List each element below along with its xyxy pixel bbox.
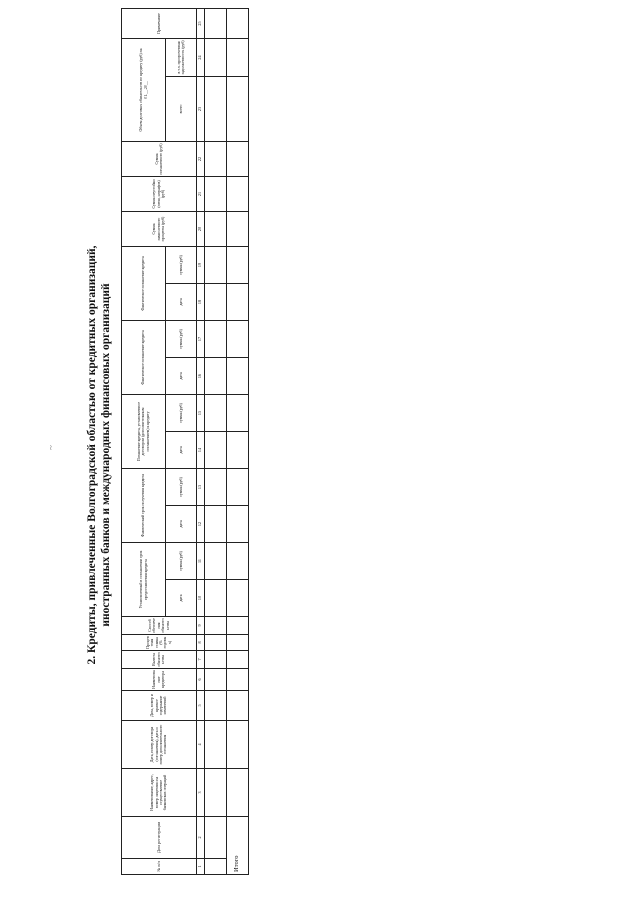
- sub-date: дата: [166, 357, 197, 394]
- column-number-cell: 7: [197, 651, 205, 669]
- column-number-cell: 17: [197, 320, 205, 357]
- header-actual-repayment: Фактическое погашение кредита: [122, 320, 166, 394]
- sub-sum: сумма (руб): [166, 468, 197, 505]
- total-row: [227, 8, 249, 874]
- column-number-cell: 24: [197, 38, 205, 76]
- column-number-cell: 11: [197, 542, 205, 579]
- header-rate: Процентная ставка (% годовых): [122, 635, 197, 651]
- column-number-cell: 21: [197, 176, 205, 211]
- sub-sum: сумма (руб): [166, 320, 197, 357]
- header-agreement: Дата, номер договора (соглашения), дата и номер дополнительного соглашения: [122, 721, 197, 769]
- column-number-cell: 19: [197, 246, 205, 283]
- column-number-cell: 15: [197, 394, 205, 431]
- sub-sum: сумма (руб): [166, 394, 197, 431]
- data-row: [205, 8, 227, 874]
- header-actual-receipt: Фактический срок получения кредита: [122, 468, 166, 542]
- column-number-cell: 8: [197, 635, 205, 651]
- column-number-cell: 9: [197, 617, 205, 635]
- column-number-cell: 12: [197, 505, 205, 542]
- header-currency: Валюта обязательства: [122, 651, 197, 669]
- header-debt: Объем долговых обязательств по кредиту (руб) на 01.__.20__: [122, 38, 166, 141]
- column-number-cell: 4: [197, 721, 205, 769]
- column-number-cell: 14: [197, 431, 205, 468]
- header-note: Примечание: [122, 8, 197, 38]
- header-interest-overdue: Сумма неустойки (пени, штрафов) (руб): [122, 176, 197, 211]
- credits-table: [121, 8, 249, 875]
- header-agreement-changes: Дата, номер и краткое содержание изменений: [122, 691, 197, 721]
- scan-artifact: ~: [46, 445, 56, 450]
- heading-line-1: 2. Кредиты, привлеченные Волгоградской областью от кредитных организаций,: [86, 245, 98, 665]
- column-number-cell: 13: [197, 468, 205, 505]
- column-number-cell: 3: [197, 769, 205, 817]
- column-number-cell: 2: [197, 817, 205, 859]
- column-number-cell: 23: [197, 76, 205, 141]
- sub-debt-overdue: в т.ч. просроченная задолженность (руб): [166, 38, 197, 76]
- column-number-cell: 1: [197, 859, 205, 875]
- column-number-cell: 22: [197, 141, 205, 176]
- header-interest-paid: Фактическое погашение кредита: [122, 246, 166, 320]
- header-interest-charged: Сумма начисленного процента (руб): [122, 211, 197, 246]
- header-creditor: Наименование, адрес, номер лицензии на осуществление банковских операций: [122, 769, 197, 817]
- sub-date: дата: [166, 283, 197, 320]
- document-heading: [86, 155, 113, 755]
- header-planned-amount: Установленный в соглашении срок предоставления кредита: [122, 542, 166, 616]
- sub-debt-total: всего: [166, 76, 197, 141]
- heading-line-2: иностранных банков и международных финансовых организаций: [99, 283, 112, 627]
- header-penalty: Сумма погашенного (руб): [122, 141, 197, 176]
- header-row-top: [122, 8, 166, 874]
- column-number-cell: 16: [197, 357, 205, 394]
- sub-sum: сумма (руб): [166, 246, 197, 283]
- column-number-row: [197, 8, 205, 874]
- sub-date: дата: [166, 505, 197, 542]
- header-reg-date: Дата регистрации: [122, 817, 197, 859]
- column-number-cell: 25: [197, 8, 205, 38]
- column-number-cell: 6: [197, 669, 205, 691]
- header-purpose: Наименование кредитора: [122, 669, 197, 691]
- total-label: Итого: [227, 817, 249, 875]
- sub-sum: сумма (руб): [166, 542, 197, 579]
- column-number-cell: 10: [197, 580, 205, 617]
- sub-date: дата: [166, 431, 197, 468]
- header-security: Способ обеспечения обязательства: [122, 617, 197, 635]
- header-num: № п/п: [122, 859, 197, 875]
- column-number-cell: 5: [197, 691, 205, 721]
- sub-date: дата: [166, 580, 197, 617]
- column-number-cell: 18: [197, 283, 205, 320]
- header-repayment-schedule: Погашение кредита, установленное договором (дополнительным соглашением) к кредиту: [122, 394, 166, 468]
- column-number-cell: 20: [197, 211, 205, 246]
